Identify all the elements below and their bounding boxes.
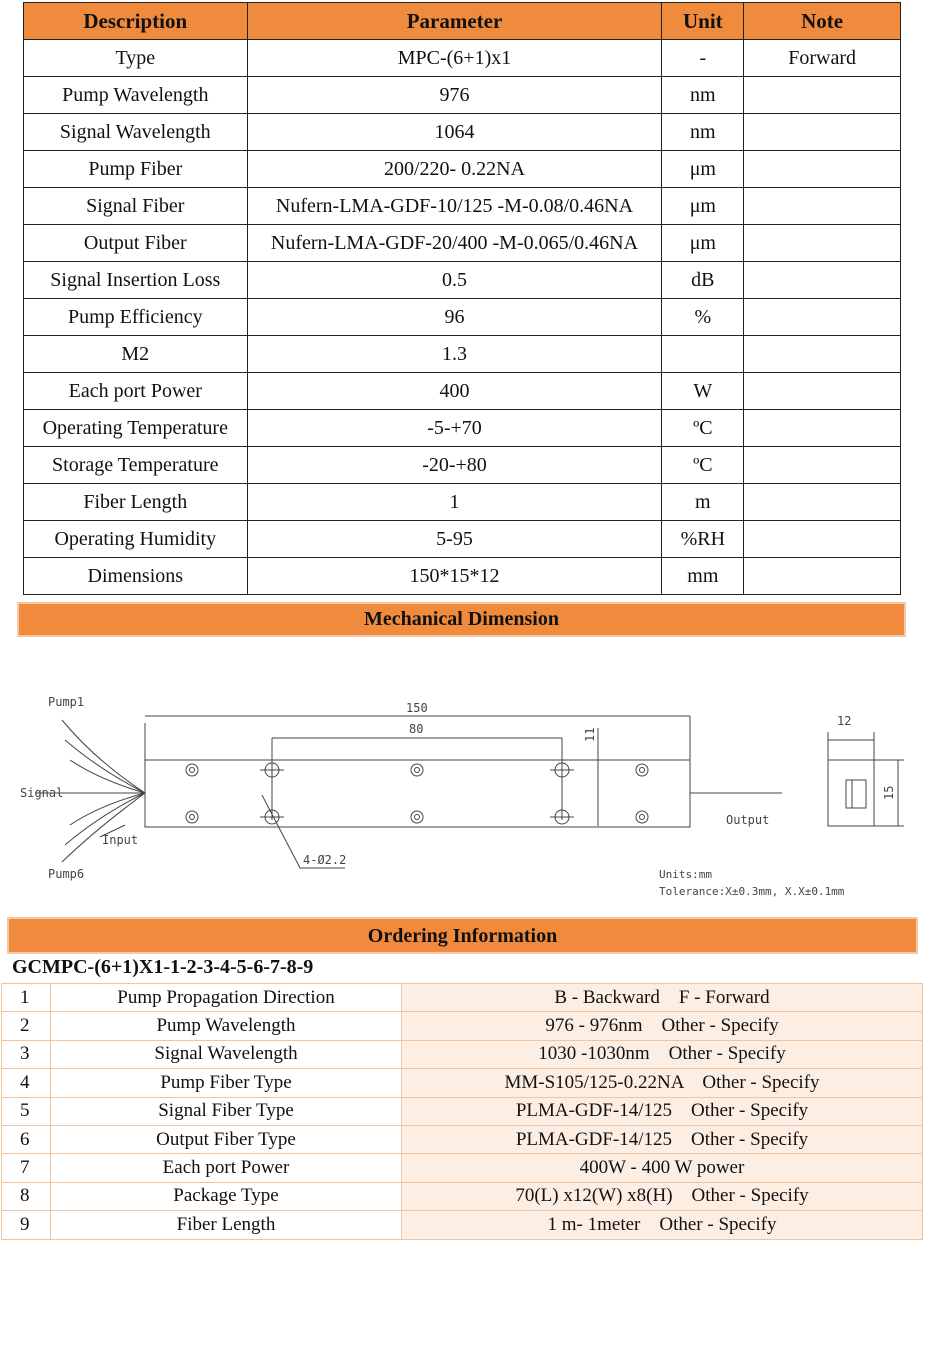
- ordering-row: [2, 1125, 923, 1153]
- spec-parameter: -5-+70: [247, 410, 662, 447]
- label-holes: 4-Ø2.2: [303, 853, 347, 867]
- spec-row: [24, 40, 901, 77]
- ordering-label: Package Type: [51, 1182, 402, 1210]
- spec-note: [744, 558, 901, 595]
- label-dim-12: 12: [837, 714, 852, 728]
- spec-description: Dimensions: [24, 558, 248, 595]
- ordering-value: PLMA-GDF-14/125 Other - Specify: [402, 1097, 923, 1125]
- spec-description: Operating Temperature: [24, 410, 248, 447]
- spec-description: Storage Temperature: [24, 447, 248, 484]
- spec-parameter: 96: [247, 299, 662, 336]
- ordering-row: [2, 1012, 923, 1040]
- spec-parameter: 5-95: [247, 521, 662, 558]
- ordering-label: Signal Wavelength: [51, 1040, 402, 1068]
- spec-row: [24, 484, 901, 521]
- label-dim-150: 150: [406, 701, 428, 715]
- spec-row: [24, 114, 901, 151]
- spec-row: [24, 410, 901, 447]
- spec-parameter: 400: [247, 373, 662, 410]
- spec-description: Pump Wavelength: [24, 77, 248, 114]
- spec-row: [24, 225, 901, 262]
- spec-parameter: 200/220- 0.22NA: [247, 151, 662, 188]
- spec-note: [744, 262, 901, 299]
- header-description: Description: [24, 3, 248, 40]
- spec-unit: dB: [662, 262, 744, 299]
- ordering-row: [2, 1097, 923, 1125]
- spec-description: Signal Wavelength: [24, 114, 248, 151]
- ordering-row: [2, 984, 923, 1012]
- spec-note: [744, 114, 901, 151]
- mechanical-dimension-title: Mechanical Dimension: [17, 602, 906, 637]
- ordering-information-title: Ordering Information: [7, 917, 918, 954]
- spec-description: Each port Power: [24, 373, 248, 410]
- ordering-index: 1: [2, 984, 51, 1012]
- part-number: GCMPC-(6+1)X1-1-2-3-4-5-6-7-8-9: [12, 956, 314, 978]
- ordering-row: [2, 1182, 923, 1210]
- spec-parameter: 1.3: [247, 336, 662, 373]
- spec-unit: μm: [662, 151, 744, 188]
- spec-note: [744, 225, 901, 262]
- spec-row: [24, 336, 901, 373]
- header-unit: Unit: [662, 3, 744, 40]
- label-input: Input: [102, 833, 139, 847]
- ordering-value: 70(L) x12(W) x8(H) Other - Specify: [402, 1182, 923, 1210]
- spec-parameter: 1064: [247, 114, 662, 151]
- spec-unit: %: [662, 299, 744, 336]
- spec-unit: [662, 336, 744, 373]
- ordering-index: 4: [2, 1069, 51, 1097]
- ordering-index: 8: [2, 1182, 51, 1210]
- ordering-label: Pump Propagation Direction: [51, 984, 402, 1012]
- spec-unit: m: [662, 484, 744, 521]
- spec-note: [744, 77, 901, 114]
- header-note: Note: [744, 3, 901, 40]
- spec-row: [24, 188, 901, 225]
- label-pump6: Pump6: [48, 867, 85, 881]
- spec-unit: μm: [662, 225, 744, 262]
- spec-description: Signal Fiber: [24, 188, 248, 225]
- spec-note: [744, 188, 901, 225]
- spec-unit: nm: [662, 114, 744, 151]
- ordering-table: [1, 983, 923, 1240]
- spec-row: [24, 447, 901, 484]
- spec-parameter: 0.5: [247, 262, 662, 299]
- spec-description: Type: [24, 40, 248, 77]
- spec-note: [744, 484, 901, 521]
- spec-unit: μm: [662, 188, 744, 225]
- ordering-value: PLMA-GDF-14/125 Other - Specify: [402, 1125, 923, 1153]
- spec-row: [24, 558, 901, 595]
- spec-note: [744, 373, 901, 410]
- mechanical-drawing: [0, 640, 931, 910]
- header-parameter: Parameter: [247, 3, 662, 40]
- spec-row: [24, 151, 901, 188]
- ordering-index: 3: [2, 1040, 51, 1068]
- spec-parameter: 976: [247, 77, 662, 114]
- label-pump1: Pump1: [48, 695, 85, 709]
- spec-row: [24, 521, 901, 558]
- spec-description: Operating Humidity: [24, 521, 248, 558]
- spec-parameter: 150*15*12: [247, 558, 662, 595]
- ordering-row: [2, 1211, 923, 1239]
- side-view-body: [828, 760, 874, 826]
- ordering-label: Pump Wavelength: [51, 1012, 402, 1040]
- ordering-value: 1 m- 1meter Other - Specify: [402, 1211, 923, 1239]
- ordering-index: 9: [2, 1211, 51, 1239]
- ordering-index: 2: [2, 1012, 51, 1040]
- spec-parameter: -20-+80: [247, 447, 662, 484]
- spec-unit: ºC: [662, 410, 744, 447]
- label-dim-11: 11: [583, 727, 597, 742]
- spec-unit: ºC: [662, 447, 744, 484]
- spec-parameter: Nufern-LMA-GDF-10/125 -M-0.08/0.46NA: [247, 188, 662, 225]
- ordering-row: [2, 1154, 923, 1182]
- ordering-index: 6: [2, 1125, 51, 1153]
- spec-description: Pump Fiber: [24, 151, 248, 188]
- spec-description: Signal Insertion Loss: [24, 262, 248, 299]
- ordering-index: 7: [2, 1154, 51, 1182]
- spec-header-row: [24, 3, 901, 40]
- label-output: Output: [726, 813, 770, 827]
- spec-description: Pump Efficiency: [24, 299, 248, 336]
- spec-row: [24, 262, 901, 299]
- spec-note: [744, 521, 901, 558]
- ordering-label: Output Fiber Type: [51, 1125, 402, 1153]
- spec-parameter: MPC-(6+1)x1: [247, 40, 662, 77]
- ordering-value: B - Backward F - Forward: [402, 984, 923, 1012]
- spec-table-body: [24, 40, 901, 595]
- ordering-value: MM-S105/125-0.22NA Other - Specify: [402, 1069, 923, 1097]
- spec-parameter: Nufern-LMA-GDF-20/400 -M-0.065/0.46NA: [247, 225, 662, 262]
- spec-row: [24, 77, 901, 114]
- spec-row: [24, 373, 901, 410]
- spec-note: [744, 151, 901, 188]
- spec-description: Fiber Length: [24, 484, 248, 521]
- spec-unit: nm: [662, 77, 744, 114]
- ordering-table-body: [2, 984, 923, 1240]
- spec-unit: %RH: [662, 521, 744, 558]
- spec-parameter: 1: [247, 484, 662, 521]
- ordering-row: [2, 1040, 923, 1068]
- spec-note: [744, 299, 901, 336]
- spec-unit: W: [662, 373, 744, 410]
- spec-description: M2: [24, 336, 248, 373]
- ordering-label: Fiber Length: [51, 1211, 402, 1239]
- ordering-row: [2, 1069, 923, 1097]
- spec-note: Forward: [744, 40, 901, 77]
- ordering-label: Signal Fiber Type: [51, 1097, 402, 1125]
- spec-description: Output Fiber: [24, 225, 248, 262]
- spec-table: [23, 2, 901, 595]
- label-units: Units:mm: [659, 868, 712, 881]
- spec-note: [744, 336, 901, 373]
- mounting-holes: [186, 763, 648, 824]
- label-dim-80: 80: [409, 722, 424, 736]
- ordering-value: 400W - 400 W power: [402, 1154, 923, 1182]
- ordering-label: Pump Fiber Type: [51, 1069, 402, 1097]
- spec-note: [744, 447, 901, 484]
- label-tolerance: Tolerance:X±0.3mm, X.X±0.1mm: [659, 885, 845, 898]
- label-signal: Signal: [20, 786, 64, 800]
- spec-note: [744, 410, 901, 447]
- spec-row: [24, 299, 901, 336]
- spec-unit: -: [662, 40, 744, 77]
- spec-unit: mm: [662, 558, 744, 595]
- ordering-value: 976 - 976nm Other - Specify: [402, 1012, 923, 1040]
- label-dim-15: 15: [882, 785, 896, 800]
- ordering-index: 5: [2, 1097, 51, 1125]
- module-body: [145, 760, 690, 827]
- ordering-label: Each port Power: [51, 1154, 402, 1182]
- ordering-value: 1030 -1030nm Other - Specify: [402, 1040, 923, 1068]
